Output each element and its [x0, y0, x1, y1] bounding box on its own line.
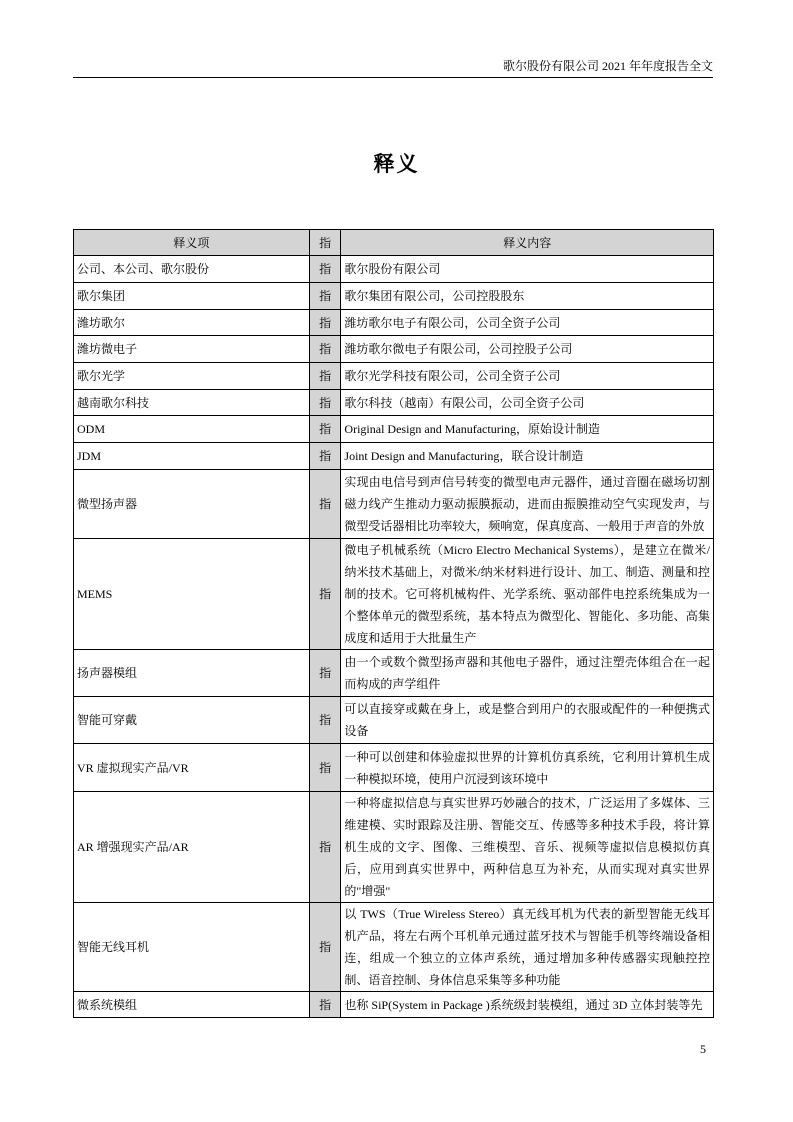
running-title: 歌尔股份有限公司 2021 年年度报告全文	[502, 59, 713, 73]
term-cell: 智能可穿戴	[74, 697, 310, 744]
content-cell: 以 TWS（True Wireless Stereo）真无线耳机为代表的新型智能无线耳机产品，将左右两个耳机单元通过蓝牙技术与智能手机等终端设备相连，组成一个独立的立体声系统，通过增加多种传感器实现触控控制、语音控制、身体信息采集等多种功能	[341, 903, 714, 992]
table-row	[74, 992, 714, 1018]
table-row	[74, 363, 714, 390]
term-cell: JDM	[74, 443, 310, 470]
page-title: 释义	[373, 152, 420, 176]
ref-cell: 指	[309, 390, 341, 416]
ref-cell: 指	[309, 256, 341, 283]
content-cell: 微电子机械系统（Micro Electro Mechanical Systems），是建立在微米/纳米技术基础上，对微米/纳米材料进行设计、加工、制造、测量和控制的技术。它可将机械构件、光学系统、驱动部件电控系统集成为一个整体单元的微型系统，基本特点为微型化、智能化、多功能、高集成度和适用于大批量生产	[341, 539, 714, 650]
table-row	[74, 336, 714, 363]
term-cell: 微型扬声器	[74, 470, 310, 539]
table-row	[74, 470, 714, 539]
table-row	[74, 903, 714, 992]
ref-cell: 指	[309, 336, 341, 363]
table-row	[74, 443, 714, 470]
term-cell: 歌尔集团	[74, 283, 310, 310]
term-cell: AR 增强现实产品/AR	[74, 792, 310, 903]
content-cell: 可以直接穿或戴在身上，或是整合到用户的衣服或配件的一种便携式设备	[341, 697, 714, 744]
content-cell: Original Design and Manufacturing，原始设计制造	[341, 416, 714, 443]
table-row	[74, 650, 714, 697]
column-header-content: 释义内容	[341, 230, 714, 256]
term-cell: MEMS	[74, 539, 310, 650]
ref-cell: 指	[309, 363, 341, 390]
ref-cell: 指	[309, 744, 341, 792]
table-row	[74, 256, 714, 283]
table-row	[74, 283, 714, 310]
content-cell: 歌尔科技（越南）有限公司，公司全资子公司	[341, 390, 714, 416]
definitions-table	[73, 229, 714, 1018]
table-row	[74, 539, 714, 650]
content-cell: 潍坊歌尔电子有限公司，公司全资子公司	[341, 310, 714, 336]
ref-cell: 指	[309, 903, 341, 992]
ref-cell: 指	[309, 310, 341, 336]
content-cell: 实现由电信号到声信号转变的微型电声元器件，通过音圈在磁场切割磁力线产生推动力驱动振膜振动，进而由振膜推动空气实现发声，与微型受话器相比功率较大，频响宽，保真度高、一般用于声音的外放	[341, 470, 714, 539]
ref-cell: 指	[309, 539, 341, 650]
running-header	[73, 57, 713, 78]
content-cell: 歌尔集团有限公司，公司控股股东	[341, 283, 714, 310]
table-row	[74, 697, 714, 744]
content-cell: 歌尔股份有限公司	[341, 256, 714, 283]
term-cell: 公司、本公司、歌尔股份	[74, 256, 310, 283]
table-row	[74, 310, 714, 336]
table-row	[74, 744, 714, 792]
content-cell: 歌尔光学科技有限公司，公司全资子公司	[341, 363, 714, 390]
term-cell: 潍坊微电子	[74, 336, 310, 363]
ref-cell: 指	[309, 992, 341, 1018]
column-header-ref: 指	[309, 230, 341, 256]
content-cell: 也称 SiP(System in Package )系统级封装模组，通过 3D 立体封装等先	[341, 992, 714, 1018]
page-number: 5	[700, 1042, 706, 1056]
term-cell: 越南歌尔科技	[74, 390, 310, 416]
table-row	[74, 416, 714, 443]
ref-cell: 指	[309, 792, 341, 903]
ref-cell: 指	[309, 697, 341, 744]
term-cell: VR 虚拟现实产品/VR	[74, 744, 310, 792]
term-cell: 潍坊歌尔	[74, 310, 310, 336]
term-cell: 扬声器模组	[74, 650, 310, 697]
table-row	[74, 390, 714, 416]
term-cell: 微系统模组	[74, 992, 310, 1018]
table-header-row	[74, 230, 714, 256]
content-cell: 由一个或数个微型扬声器和其他电子器件，通过注塑壳体组合在一起而构成的声学组件	[341, 650, 714, 697]
ref-cell: 指	[309, 470, 341, 539]
term-cell: 智能无线耳机	[74, 903, 310, 992]
term-cell: 歌尔光学	[74, 363, 310, 390]
content-cell: 一种将虚拟信息与真实世界巧妙融合的技术，广泛运用了多媒体、三维建模、实时跟踪及注册、智能交互、传感等多种技术手段，将计算机生成的文字、图像、三维模型、音乐、视频等虚拟信息模拟仿真后，应用到真实世界中，两种信息互为补充，从而实现对真实世界的"增强"	[341, 792, 714, 903]
table-row	[74, 792, 714, 903]
ref-cell: 指	[309, 443, 341, 470]
column-header-term: 释义项	[74, 230, 310, 256]
content-cell: 潍坊歌尔微电子有限公司，公司控股子公司	[341, 336, 714, 363]
content-cell: 一种可以创建和体验虚拟世界的计算机仿真系统，它利用计算机生成一种模拟环境，使用户沉浸到该环境中	[341, 744, 714, 792]
term-cell: ODM	[74, 416, 310, 443]
content-cell: Joint Design and Manufacturing，联合设计制造	[341, 443, 714, 470]
ref-cell: 指	[309, 650, 341, 697]
ref-cell: 指	[309, 283, 341, 310]
ref-cell: 指	[309, 416, 341, 443]
